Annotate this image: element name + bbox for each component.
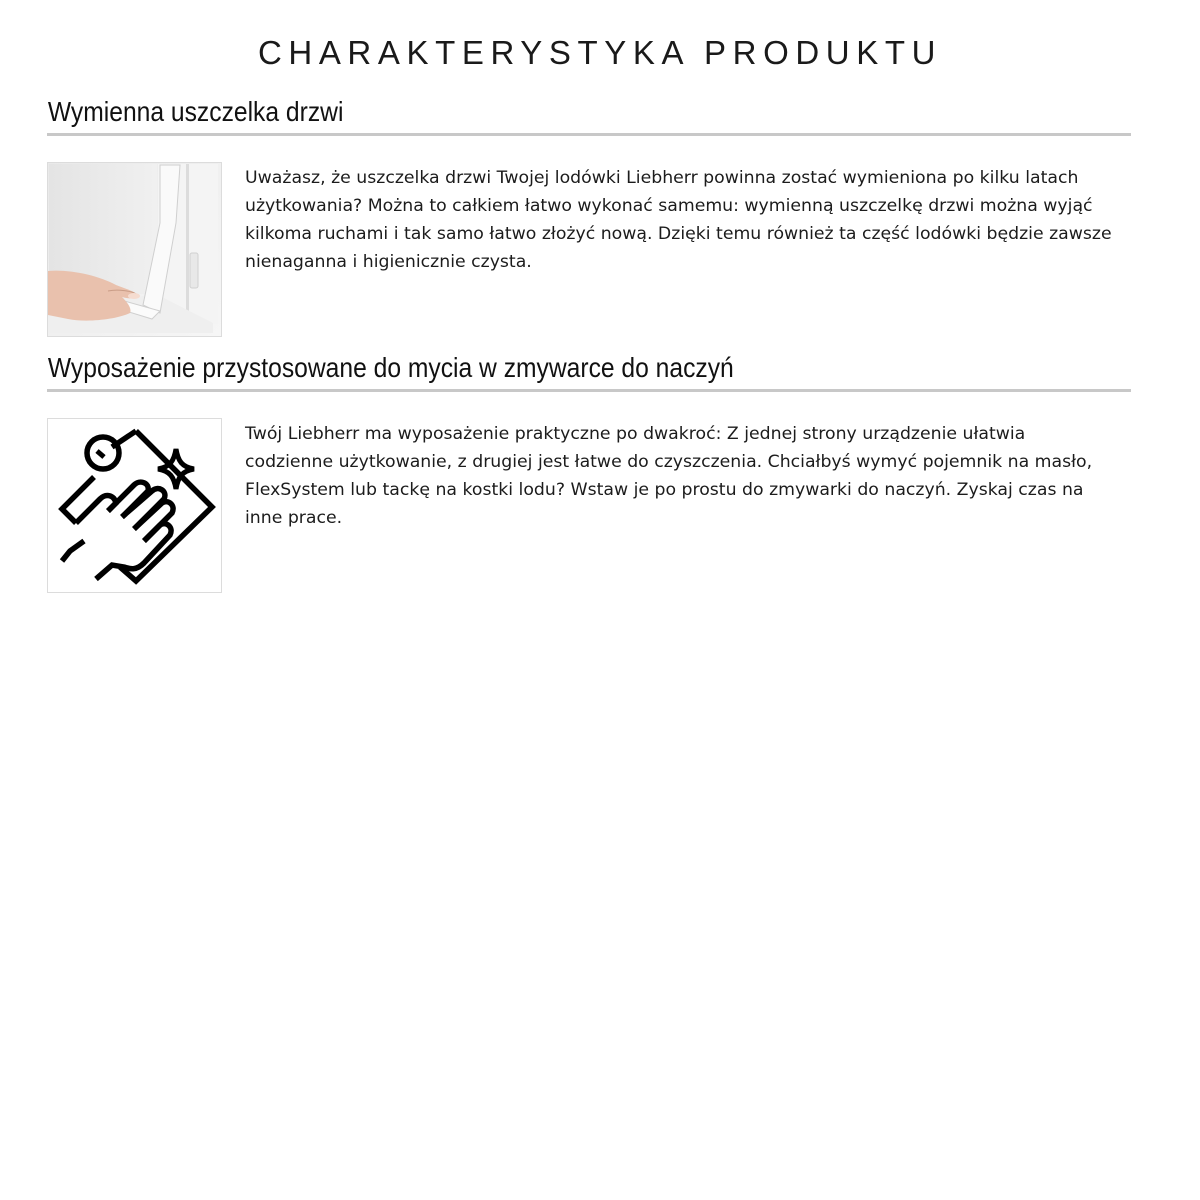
section-divider (47, 133, 1131, 136)
section-description: Twój Liebherr ma wyposażenie praktyczne po dwakroć: Z jednej strony urządzenie ułatwia codzienne użytkowanie, z drugiej jest łatwe do czyszczenia. Chciałbyś wymyć pojemnik na masło, FlexSystem lub tackę na kostki lodu? Wstaw je po prostu do zmywarki do naczyń. Zyskaj czas na inne prace. (245, 424, 1093, 528)
feature-row (47, 418, 1131, 596)
hand-cleaning-icon (47, 418, 222, 593)
section-description: Uważasz, że uszczelka drzwi Twojej lodówki Liebherr powinna zostać wymieniona po kilku latach użytkowania? Można to całkiem łatwo wykonać samemu: wymienną uszczelkę drzwi można wyjąć kilkoma ruchami i tak samo łatwo złożyć nową. Dzięki temu również ta część lodówki będzie zawsze nienaganna i higienicznie czysta. (245, 168, 1112, 272)
page-title: CHARAKTERYSTYKA PRODUKTU (257, 34, 943, 71)
section-heading: Wymienna uszczelka drzwi (47, 96, 344, 127)
section-heading: Wyposażenie przystosowane do mycia w zmywarce do naczyń (47, 352, 734, 383)
feature-section-dishwasher-safe (47, 351, 1131, 596)
door-seal-photo (47, 162, 222, 337)
feature-section-door-seal (47, 95, 1131, 340)
feature-row (47, 162, 1131, 340)
section-divider (47, 389, 1131, 392)
